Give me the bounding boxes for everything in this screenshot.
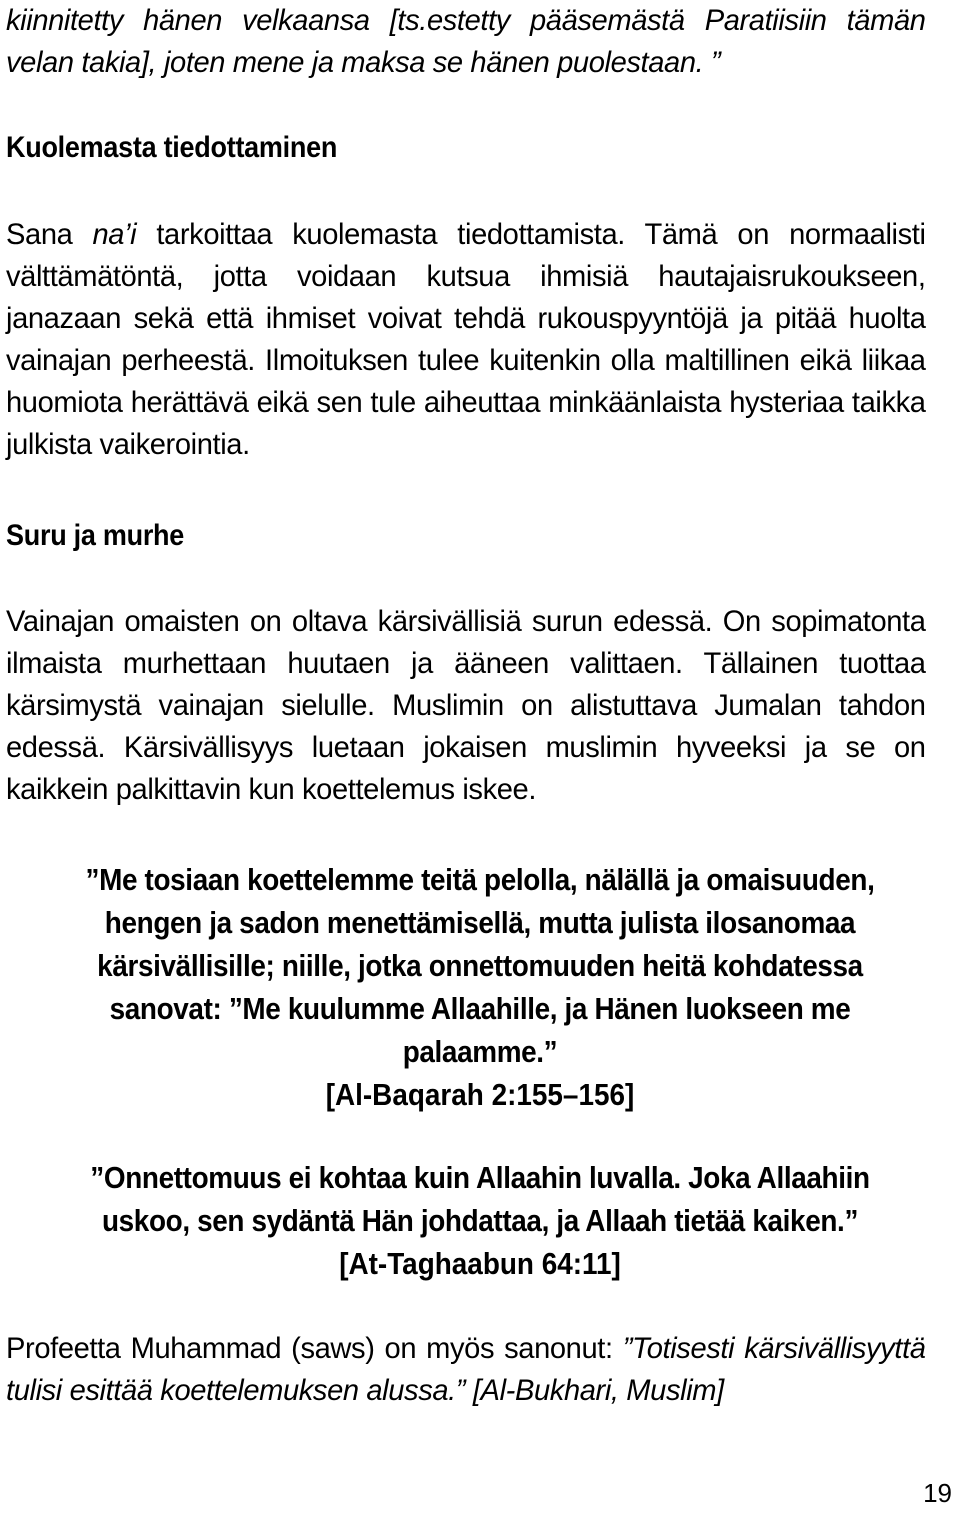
grief-paragraph: Vainajan omaisten on oltava kärsivällisiä surun edessä. On sopimatonta ilmaista murhettaan huutaen ja ääneen valittaen. Tällainen tuottaa kärsimystä vainajan sielulle. Muslimin on alistuttava Jumalan tahdon edessä. Kärsivällisyys luetaan jokaisen muslimin hyveeksi ja se on kaikkein palkittavin kun koettelemus iskee. [6,605,926,806]
hadith-quote: ”Totisesti kärsivällisyyttä tulisi esittää koettelemuksen alussa.” [Al-Bukhari, Muslim] [6,1332,926,1407]
quote1-line-1: ”Me tosiaan koettelemme teitä pelolla, nälällä ja omaisuuden, [85,862,875,897]
quote1-line-5: palaamme.” [402,1034,558,1069]
quran-quote-2 [6,1156,954,1285]
death-notice-paragraph [6,214,926,466]
intro-paragraph [6,0,954,84]
quote2-line-2: uskoo, sen sydäntä Hän johdattaa, ja Allaah tietää kaiken.” [101,1203,859,1238]
quote2-line-1: ”Onnettomuus ei kohtaa kuin Allaahin luvalla. Joka Allaahiin [90,1160,870,1195]
quote2-reference: [At-Taghaabun 64:11] [339,1246,621,1281]
quote1-line-2: hengen ja sadon menettämisellä, mutta julista ilosanomaa [104,905,856,940]
quote1-line-4: sanovat: ”Me kuulumme Allaahille, ja Hänen luokseen me [109,991,851,1026]
page-number: 19 [923,1478,952,1508]
section-heading-grief: Suru ja murhe [6,519,185,552]
section-heading-death-notice: Kuolemasta tiedottaminen [6,131,338,164]
quote1-line-3: kärsivällisille; niille, jotka onnettomuuden heitä kohdatessa [97,948,863,983]
hadith-intro: Profeetta Muhammad (saws) on myös sanonut: [6,1332,623,1365]
death-notice-text-start: Sana [6,218,93,251]
death-notice-term: na’i [92,218,137,251]
hadith-paragraph [6,1328,926,1412]
intro-line-2: velan takia], joten mene ja maksa se hänen puolestaan. ” [6,46,721,79]
intro-line-1: kiinnitetty hänen velkaansa [ts.estetty pääsemästä Paratiisiin tämän [6,4,926,37]
quote1-reference: [Al-Baqarah 2:155–156] [325,1077,635,1112]
quran-quote-1 [6,858,954,1116]
death-notice-text-rest: tarkoittaa kuolemasta tiedottamista. Tämä on normaalisti välttämätöntä, jotta voidaan kutsua ihmisiä hautajaisrukoukseen, janazaan sekä että ihmiset voivat tehdä rukouspyyntöjä ja pitää huolta vainajan perheestä. Ilmoituksen tulee kuitenkin olla maltillinen eikä liikaa huomiota herättävä eikä sen tule aiheuttaa minkäänlaista hysteriaa taikka julkista vaikerointia. [6,218,926,461]
